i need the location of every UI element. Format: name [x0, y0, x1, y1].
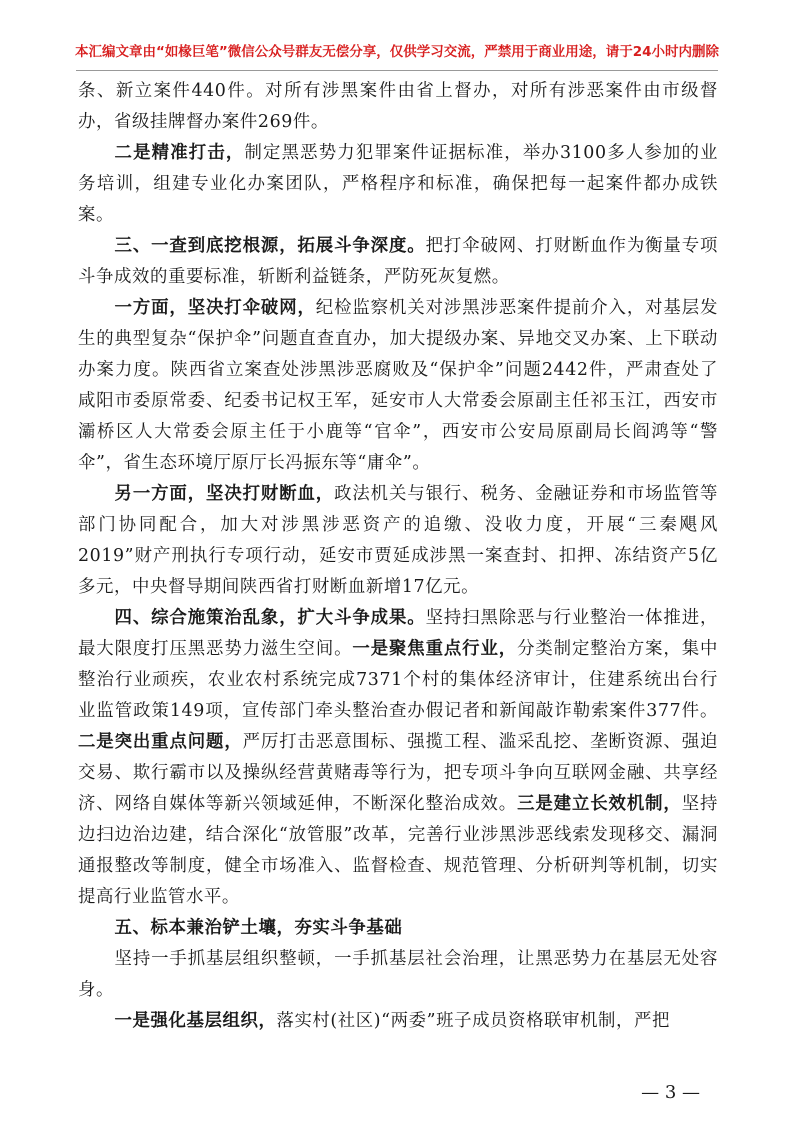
paragraph: [78, 603, 718, 913]
bold-lead-text: 二是突出重点问题，: [78, 732, 243, 752]
bold-lead-text: 一方面，坚决打伞破网，: [114, 298, 316, 318]
header-divider: [76, 70, 718, 71]
copyright-banner: 本汇编文章由“如椽巨笔”微信公众号群友无偿分享，仅供学习交流，严禁用于商业用途，请于24小时内删除: [74, 44, 720, 60]
bold-lead-text: 一是聚焦重点行业，: [352, 639, 518, 659]
bold-lead-text: 二是精准打击，: [114, 143, 245, 163]
body-text: 分类制定整治方案，集中整治行业顽疾，农业农村系统完成7371个村的集体经济审计，住建系统出台行业监管政策149项，宣传部门牵头整治查办假记者和新闻敲诈勒索案件377件。: [78, 639, 718, 721]
bold-lead-text: 一是强化基层组织，: [114, 1011, 277, 1031]
paragraph: [78, 231, 718, 293]
body-text: 把打伞破网、打财断血作为衡量专项斗争成效的重要标准，斩断利益链条，严防死灰复燃。: [78, 236, 718, 287]
body-text: 坚持边扫边治边建，结合深化“放管服”改革，完善行业涉黑涉恶线索发现移交、漏洞通报整改等制度，健全市场准入、监督检查、规范管理、分析研判等机制，切实提高行业监管水平。: [78, 794, 719, 907]
paragraph: [78, 913, 718, 944]
paragraph: [78, 293, 718, 479]
paragraph: [78, 944, 718, 1006]
paragraph: [78, 138, 718, 231]
body-text: 政法机关与银行、税务、金融证券和市场监管等部门协同配合，加大对涉黑涉恶资产的追缴、没收力度，开展“三秦飓风2019”财产刑执行专项行动，延安市贾延成涉黑一案查封、扣押、冻结资产5亿多元，中央督导期间陕西省打财断血新增17亿元。: [78, 484, 719, 597]
body-text: 纪检监察机关对涉黑涉恶案件提前介入，对基层发生的典型复杂“保护伞”问题直查直办，加大提级办案、异地交叉办案、上下联动办案力度。陕西省立案查处涉黑涉恶腐败及“保护伞”问题2442件，严肃查处了咸阳市委原常委、纪委书记权王军，延安市人大常委会原副主任祁玉江，西安市灞桥区人大常委会原主任于小鹿等“官伞”，西安市公安局原副局长阎鸿等“警伞”，省生态环境厅原厅长冯振东等“庸伞”。: [78, 298, 719, 473]
paragraph: [78, 479, 718, 603]
body-text: 严厉打击恶意围标、强揽工程、滥采乱挖、垄断资源、强迫交易、欺行霸市以及操纵经营黄赌毒等行为，把专项斗争向互联网金融、共享经济、网络自媒体等新兴领域延伸，不断深化整治成效。: [78, 732, 718, 814]
document-body: [78, 76, 718, 1037]
page-number: — 3 —: [641, 1082, 700, 1103]
paragraph: [78, 76, 718, 138]
bold-lead-text: 四、综合施策治乱象，扩大斗争成果。: [114, 608, 426, 628]
body-text: 落实村(社区)“两委”班子成员资格联审机制，严把: [276, 1011, 671, 1031]
body-text: 条、新立案件440件。对所有涉黑案件由省上督办，对所有涉恶案件由市级督办，省级挂牌督办案件269件。: [78, 81, 718, 132]
bold-lead-text: 五、标本兼治铲土壤，夯实斗争基础: [114, 918, 403, 938]
paragraph: [78, 1006, 718, 1037]
bold-lead-text: 另一方面，坚决打财断血，: [114, 484, 335, 504]
body-text: 坚持扫黑除恶与行业整治一体推进，最大限度打压黑恶势力滋生空间。: [78, 608, 718, 659]
body-text: 坚持一手抓基层组织整顿，一手抓基层社会治理，让黑恶势力在基层无处容身。: [78, 949, 718, 1000]
bold-lead-text: 三是建立长效机制，: [517, 794, 682, 814]
body-text: 制定黑恶势力犯罪案件证据标准，举办3100多人参加的业务培训，组建专业化办案团队，严格程序和标准，确保把每一起案件都办成铁案。: [78, 143, 718, 225]
bold-lead-text: 三、一查到底挖根源，拓展斗争深度。: [114, 236, 426, 256]
